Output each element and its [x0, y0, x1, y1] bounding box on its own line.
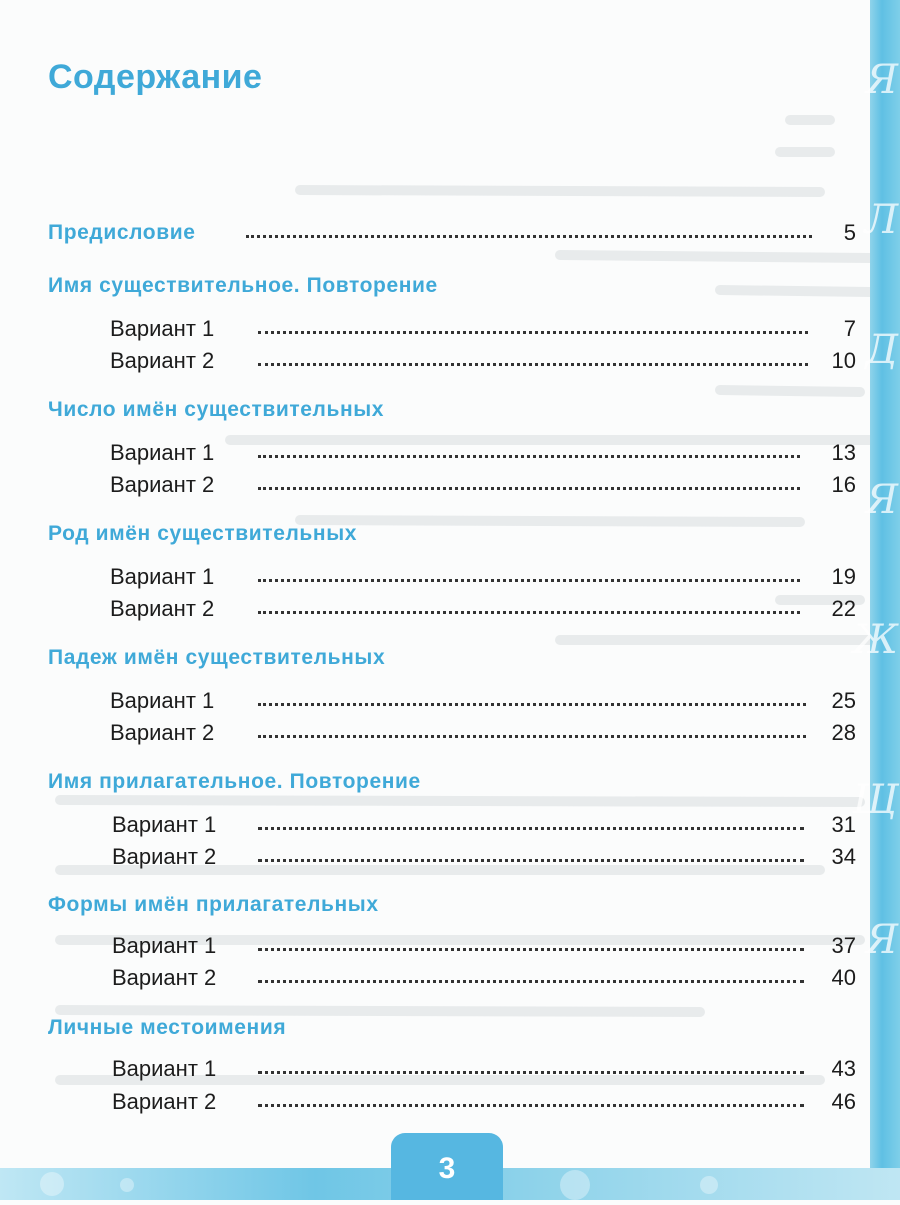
section-heading: Имя существительное. Повторение — [48, 274, 438, 297]
page-ref: 5 — [843, 220, 856, 245]
dot-leader — [258, 703, 806, 706]
page-number: 3 — [391, 1133, 503, 1200]
section-heading: Число имён существительных — [48, 398, 385, 421]
toc-entry[interactable] — [0, 1054, 860, 1084]
page-ref: 28 — [831, 720, 856, 745]
page-title: Содержание — [48, 58, 263, 96]
page-ref: 46 — [831, 1089, 856, 1114]
dot-leader — [258, 859, 804, 862]
dot-leader — [258, 827, 804, 830]
variant-label: Вариант 1 — [110, 440, 215, 465]
variant-label: Вариант 1 — [110, 316, 215, 341]
variant-label: Вариант 2 — [112, 844, 217, 869]
section-heading: Падеж имён существительных — [48, 646, 386, 669]
page-ref: 37 — [831, 933, 856, 958]
variant-label: Вариант 1 — [112, 812, 217, 837]
page-ref: 31 — [831, 812, 856, 837]
variant-label: Вариант 2 — [110, 472, 215, 497]
toc-entry[interactable] — [0, 931, 860, 961]
dot-leader — [246, 235, 812, 238]
variant-label: Вариант 2 — [112, 1089, 217, 1114]
variant-label: Вариант 2 — [112, 965, 217, 990]
page-ref: 43 — [831, 1056, 856, 1081]
variant-label: Вариант 2 — [110, 348, 215, 373]
dot-leader — [258, 363, 808, 366]
section-heading: Род имён существительных — [48, 522, 358, 545]
toc-entry[interactable] — [0, 1087, 860, 1117]
toc-entry[interactable] — [0, 842, 860, 872]
page-ref: 13 — [831, 440, 856, 465]
dot-leader — [258, 331, 808, 334]
toc-entry[interactable] — [0, 438, 860, 468]
variant-label: Вариант 1 — [112, 933, 217, 958]
page-ref: 25 — [831, 688, 856, 713]
variant-label: Вариант 1 — [110, 564, 215, 589]
dot-leader — [258, 1104, 804, 1107]
toc-entry[interactable] — [0, 346, 860, 376]
section-heading: Предисловие — [48, 221, 196, 244]
variant-label: Вариант 2 — [110, 596, 215, 621]
toc-entry[interactable] — [0, 810, 860, 840]
dot-leader — [258, 735, 806, 738]
section-heading: Имя прилагательное. Повторение — [48, 770, 421, 793]
page-ref: 22 — [831, 596, 856, 621]
page-ref: 7 — [843, 316, 856, 341]
dot-leader — [258, 487, 800, 490]
toc-entry[interactable] — [0, 470, 860, 500]
variant-label: Вариант 2 — [110, 720, 215, 745]
toc-entry[interactable] — [0, 594, 860, 624]
page-ref: 40 — [831, 965, 856, 990]
variant-label: Вариант 1 — [110, 688, 215, 713]
dot-leader — [258, 948, 804, 951]
dot-leader — [258, 579, 800, 582]
section-heading: Формы имён прилагательных — [48, 893, 379, 916]
page-ref: 16 — [831, 472, 856, 497]
toc-entry[interactable] — [0, 686, 860, 716]
toc-entry[interactable] — [0, 562, 860, 592]
variant-label: Вариант 1 — [112, 1056, 217, 1081]
toc-entry[interactable] — [0, 963, 860, 993]
toc-entry-preface[interactable] — [0, 218, 860, 248]
toc-entry[interactable] — [0, 718, 860, 748]
dot-leader — [258, 980, 804, 983]
decorative-side-border: Я Л Д Я Ж Щ Я — [870, 0, 900, 1200]
page-ref: 34 — [831, 844, 856, 869]
dot-leader — [258, 455, 800, 458]
dot-leader — [258, 611, 800, 614]
section-heading: Личные местоимения — [48, 1016, 287, 1039]
page-ref: 10 — [831, 348, 856, 373]
dot-leader — [258, 1071, 804, 1074]
toc-entry[interactable] — [0, 314, 860, 344]
page-ref: 19 — [831, 564, 856, 589]
